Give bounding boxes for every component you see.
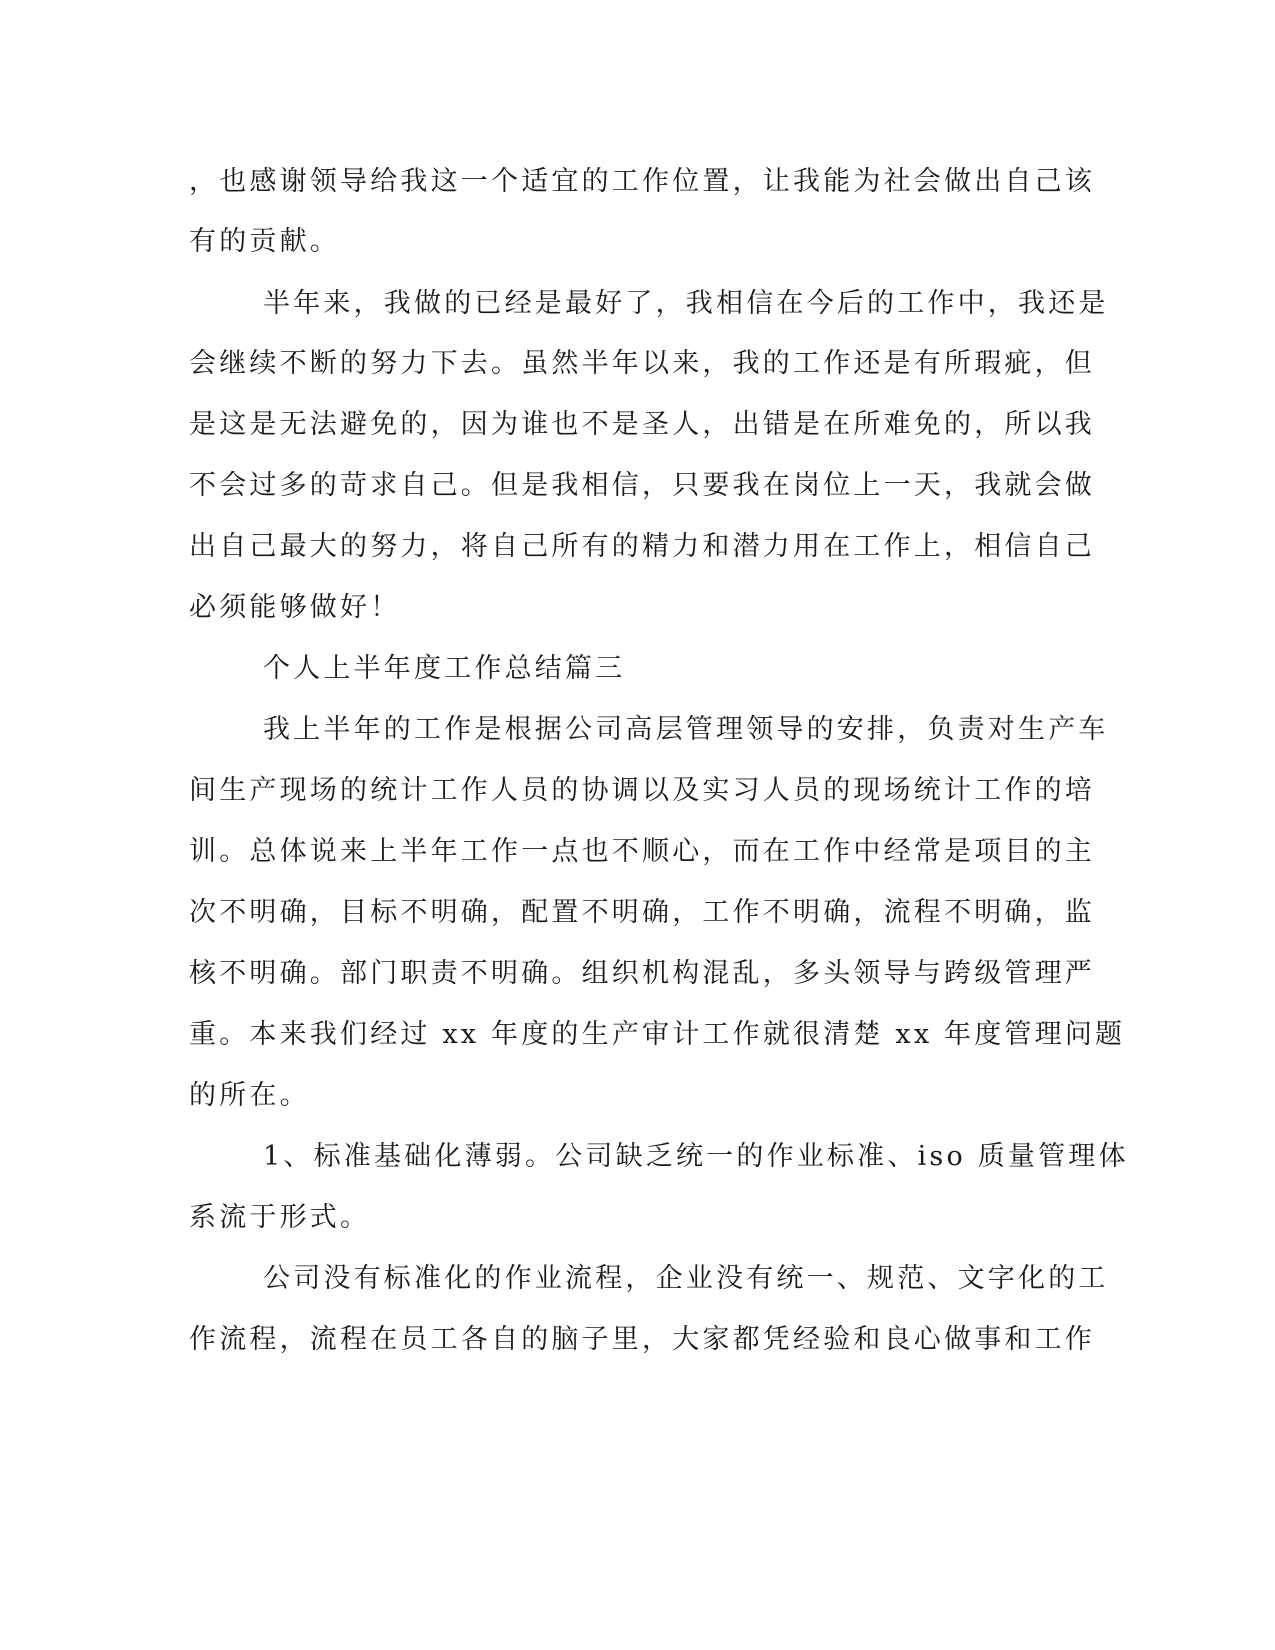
text-line: 训。总体说来上半年工作一点也不顺心，而在工作中经常是项目的主 [189,836,1095,867]
text-line: 出自己最大的努力，将自己所有的精力和潜力用在工作上，相信自己 [189,531,1095,562]
section-heading: 个人上半年度工作总结篇三 [263,653,626,684]
text-line: 作流程，流程在员工各自的脑子里，大家都凭经验和良心做事和工作 [189,1324,1095,1355]
text-line: 不会过多的苛求自己。但是我相信，只要我在岗位上一天，我就会做 [189,470,1095,501]
text-line: 次不明确，目标不明确，配置不明确，工作不明确，流程不明确，监 [189,897,1095,928]
text-line: 系流于形式。 [189,1202,371,1233]
text-line: 会继续不断的努力下去。虽然半年以来，我的工作还是有所瑕疵，但 [189,348,1095,379]
text-line: 核不明确。部门职责不明确。组织机构混乱，多头领导与跨级管理严 [189,958,1095,989]
text-line: 的所在。 [189,1080,310,1111]
text-line: 有的贡献。 [189,226,340,257]
text-line: 必须能够做好！ [189,592,401,623]
paragraph-line: 公司没有标准化的作业流程，企业没有统一、规范、文字化的工 [263,1263,1109,1294]
text-line: 是这是无法避免的，因为谁也不是圣人，出错是在所难免的，所以我 [189,409,1095,440]
text-line: 重。本来我们经过 xx 年度的生产审计工作就很清楚 xx 年度管理问题 [189,1019,1126,1050]
paragraph-line: 我上半年的工作是根据公司高层管理领导的安排，负责对生产车 [263,714,1109,745]
text-line: 间生产现场的统计工作人员的协调以及实习人员的现场统计工作的培 [189,775,1095,806]
text-line: ，也感谢领导给我这一个适宜的工作位置，让我能为社会做出自己该 [189,166,1095,197]
list-item-line: 1、标准基础化薄弱。公司缺乏统一的作业标准、iso 质量管理体 [263,1141,1129,1172]
paragraph-line: 半年来，我做的已经是最好了，我相信在今后的工作中，我还是 [263,288,1109,319]
